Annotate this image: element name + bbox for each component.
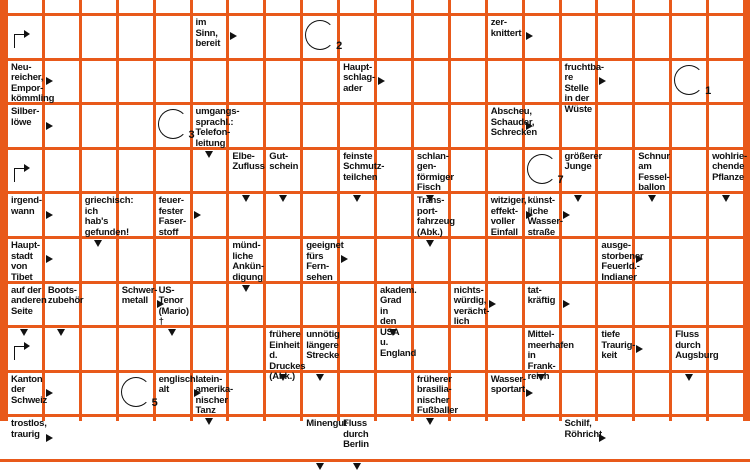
arrow-down-icon [353,195,361,202]
clue-cell [193,373,233,417]
grid-row-line [0,13,750,16]
clue-text: Haupt- schlag- ader [343,61,375,94]
bent-arrow-icon [14,168,24,182]
clue-text: Neu- reicher, Empor- kömmling [11,61,55,105]
solution-number: 3 [188,129,195,142]
arrow-right-icon [230,32,237,40]
clue-text: witziger, effekt- voller Einfall [490,195,527,238]
solution-circle-icon [674,65,712,97]
clue-cell [156,373,199,415]
clue-cell [414,150,454,194]
arrow-down-icon [574,195,582,202]
clue-cell [303,239,344,283]
arrow-right-icon [563,300,570,308]
arrow-down-icon [426,240,434,247]
arrow-down-icon [94,240,102,247]
clue-cell [709,150,747,192]
clue-cell [8,194,42,236]
arrow-down-icon [316,463,324,470]
arrow-right-icon [341,255,348,263]
arrow-down-icon [205,418,213,425]
clue-text: feinste Schmutz- teilchen [343,150,385,183]
arrow-down-icon [685,374,693,381]
arrow-down-icon [316,374,324,381]
grid-col-line [42,0,45,421]
arrow-down-icon [537,374,545,381]
clue-cell [8,373,48,415]
clue-cell [8,284,47,326]
arrow-right-icon [46,211,53,219]
clue-text: schlan- gen- förmiger Fisch [416,150,454,194]
clue-cell [45,284,84,326]
arrow-down-icon [20,329,28,336]
arrow-down-icon [279,374,287,381]
clue-cell [8,239,42,281]
arrow-down-icon [426,418,434,425]
clue-text: zer- knittert [490,17,522,39]
arrow-down-icon [168,329,176,336]
clue-text: Fluss durch Augsburg [675,329,719,362]
clue-text: münd- liche Ankün- digung [232,240,264,283]
clue-text: unnötig längere Strecke [306,329,340,362]
clue-cell [488,105,537,147]
arrow-right-icon [194,211,201,219]
clue-cell [562,150,602,192]
clue-cell [562,417,602,459]
grid-row-line [0,459,750,462]
grid-row-line [0,281,750,284]
clue-text: geeignet fürs Fern- sehen [306,240,344,283]
clue-cell [340,61,374,103]
clue-text: Haupt- stadt von Tibet [11,240,40,283]
arrow-right-icon [489,300,496,308]
clue-text: künst- liche Wasser- straße [527,195,563,238]
arrow-right-icon [46,122,53,130]
clue-cell [598,328,636,370]
arrow-right-icon [526,389,533,397]
arrow-right-icon [636,255,643,263]
solution-circle-icon [305,20,343,52]
clue-cell [635,150,669,192]
clue-text: latein- amerika- nischer Tanz [195,373,233,417]
clue-text: nichts- würdig, verächt- lich [453,284,490,328]
arrow-right-icon [636,345,643,353]
arrow-right-icon [526,122,533,130]
clue-cell [303,328,340,370]
arrow-down-icon [722,195,730,202]
solution-number: 2 [336,40,343,52]
clue-text: Elbe- Zufluss [232,150,265,173]
clue-cell [266,150,300,192]
clue-cell [119,284,158,326]
clue-text: Minengut [306,418,347,430]
clue-text: Schnur am Fessel- ballon [638,150,670,194]
clue-text: trostlos, traurig [11,418,47,440]
clue-cell [229,239,263,281]
clue-text: im Sinn, bereit [195,17,221,49]
clue-text: Boots- zubehör [47,284,84,307]
arrow-down-icon [353,463,361,470]
grid-col-line [743,0,746,421]
clue-cell [414,194,455,238]
clue-cell [156,284,190,326]
arrow-down-icon [57,329,65,336]
clue-text: Abscheu, Schauder, Schrecken [490,106,537,139]
arrow-down-icon [279,195,287,202]
solution-circle-icon [527,154,564,186]
clue-text: tiefe Traurig- keit [601,329,636,362]
clue-text: US-Tenor (Mario) † [158,284,189,328]
clue-cell [8,105,42,147]
grid-col-line [116,0,119,421]
clue-text: Silber- löwe [11,106,40,128]
clue-text: Schilf, Röhricht [564,418,602,440]
clue-text: größerer Junge [564,150,602,173]
arrow-down-icon [242,285,250,292]
solution-number: 5 [151,396,158,409]
clue-cell [229,150,263,192]
arrow-down-icon [648,195,656,202]
clue-text: englisch: alt [158,373,199,396]
arrow-right-icon [526,32,533,40]
solution-number: 1 [705,84,712,97]
grid-row-line [0,370,750,373]
clue-cell [525,194,563,238]
arrow-right-icon [46,77,53,85]
arrow-right-icon [599,434,606,442]
clue-text: fruchtba- re Stelle in der Wüste [564,61,604,115]
clue-cell [340,417,374,459]
grid-col-line [190,0,193,421]
clue-cell [562,61,604,115]
clue-text: Wasser- sportart [490,373,526,396]
solution-circle-icon [121,377,158,409]
clue-cell [525,284,559,326]
clue-text: Fluss durch Berlin [343,418,369,451]
clue-cell [266,328,306,383]
grid-row-line [0,102,750,105]
grid-col-line [226,0,229,421]
clue-cell [303,417,347,459]
arrow-right-icon [46,434,53,442]
arrow-right-icon [599,77,606,85]
clue-text: umgangs- sprachl.: Telefon- leitung [195,106,240,149]
clue-cell [377,284,417,359]
clue-cell [156,194,190,236]
clue-cell [414,373,458,417]
grid-col-line [448,0,451,421]
clue-cell [193,16,227,58]
clue-text: feuer- fester Faser- stoff [158,195,186,238]
clue-cell [672,328,719,370]
grid-row-line [0,414,750,417]
arrow-down-icon [242,195,250,202]
clue-cell [598,239,644,283]
clue-text: früherer brasilia- nischer Fußballer [416,373,458,417]
clue-cell [488,16,522,58]
clue-cell [82,194,134,238]
clue-text: wohlrie- chende Pflanze [712,150,747,183]
clue-cell [193,105,240,149]
clue-cell [488,373,526,415]
clue-text: Kanton der Schweiz [11,373,48,406]
clue-text: frühere Einheit d. Druckes (Abk.) [269,329,306,383]
clue-text: tat- kräftig [527,284,556,307]
arrow-right-icon [378,77,385,85]
arrow-down-icon [205,151,213,158]
clue-text: Trans- port- fahrzeug (Abk.) [416,195,455,238]
grid-col-line [632,0,635,421]
bent-arrow-icon [14,346,24,360]
arrow-right-icon [46,389,53,397]
solution-number: 7 [557,173,564,186]
clue-cell [488,194,527,238]
clue-cell [8,417,47,459]
clue-text: akadem. Grad in den USA u. England [380,284,417,359]
clue-cell [8,61,55,105]
clue-text: irgend- wann [11,195,42,217]
solution-circle-icon [158,109,195,142]
clue-cell [451,284,490,328]
clue-text: ausge- storbener Feuerld.- Indianer [601,240,644,283]
clue-text: griechisch: ich hab's gefunden! [84,195,134,238]
clue-text: Schwer- metall [121,284,158,307]
arrow-right-icon [563,211,570,219]
clue-text: Mittel- meerhafen in Frank- reich [527,329,574,383]
bent-arrow-icon [14,34,24,48]
arrow-right-icon [46,255,53,263]
arrow-down-icon [389,329,397,336]
grid-row-line [0,325,750,328]
clue-cell [525,328,574,383]
clue-text: auf der anderen Seite [11,284,47,317]
grid-row-line [0,58,750,61]
clue-cell [340,150,385,192]
clue-text: Gut- schein [269,150,299,173]
